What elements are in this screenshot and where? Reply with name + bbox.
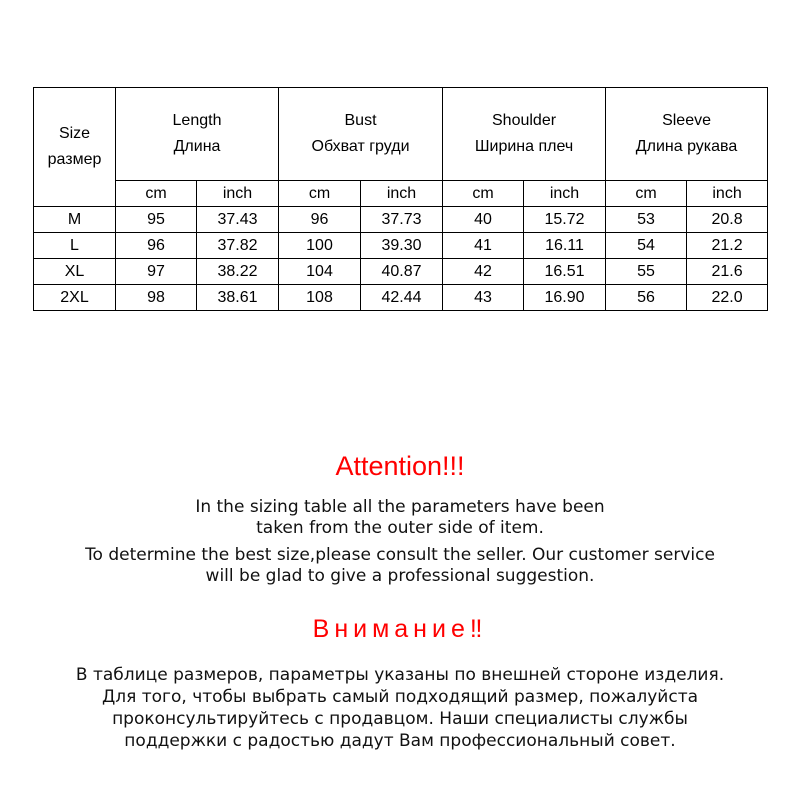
unit-row xyxy=(34,181,768,207)
vnimanie-line-2: Для того, чтобы выбрать самый подходящий размер, пожалуйста xyxy=(101,687,699,707)
sleeve-header-en: Sleeve xyxy=(662,112,711,129)
size-header-en: Size xyxy=(58,125,91,142)
value-cell: 54 xyxy=(606,233,687,259)
length-header-en: Length xyxy=(172,112,222,129)
size-table xyxy=(33,87,768,311)
bust-header-en: Bust xyxy=(344,112,377,129)
unit-inch-cell: inch xyxy=(524,181,606,207)
value-cell: 98 xyxy=(116,285,197,311)
value-cell: 95 xyxy=(116,207,197,233)
value-cell: 97 xyxy=(116,259,197,285)
unit-inch-cell: inch xyxy=(197,181,279,207)
value-cell: 96 xyxy=(279,207,361,233)
table-row xyxy=(34,233,768,259)
value-cell: 96 xyxy=(116,233,197,259)
value-cell: 39.30 xyxy=(361,233,443,259)
value-cell: 100 xyxy=(279,233,361,259)
table-row xyxy=(34,259,768,285)
unit-cm-cell: cm xyxy=(279,181,361,207)
shoulder-header-ru: Ширина плеч xyxy=(474,138,574,155)
value-cell: 37.43 xyxy=(197,207,279,233)
value-cell: 15.72 xyxy=(524,207,606,233)
shoulder-header-en: Shoulder xyxy=(492,112,557,129)
unit-inch-cell: inch xyxy=(687,181,768,207)
attention-line-1: In the sizing table all the parameters have been xyxy=(195,497,605,517)
value-cell: 38.22 xyxy=(197,259,279,285)
sleeve-header-ru: Длина рукава xyxy=(635,138,738,155)
unit-cm-cell: cm xyxy=(443,181,524,207)
attention-line-3: To determine the best size,please consult the seller. Our customer service xyxy=(85,545,715,565)
size-cell: 2XL xyxy=(34,285,116,311)
value-cell: 55 xyxy=(606,259,687,285)
attention-line-2: taken from the outer side of item. xyxy=(256,518,544,538)
length-header-ru: Длина xyxy=(173,138,221,155)
unit-cm-cell: cm xyxy=(606,181,687,207)
size-header-ru: размер xyxy=(47,151,102,168)
size-cell: L xyxy=(34,233,116,259)
value-cell: 22.0 xyxy=(687,285,768,311)
size-cell: XL xyxy=(34,259,116,285)
vnimanie-line-3: проконсультируйтесь с продавцом. Наши специалисты службы xyxy=(112,709,688,729)
value-cell: 38.61 xyxy=(197,285,279,311)
size-cell: M xyxy=(34,207,116,233)
table-row xyxy=(34,285,768,311)
value-cell: 16.51 xyxy=(524,259,606,285)
value-cell: 40 xyxy=(443,207,524,233)
sleeve-header-cell xyxy=(606,88,768,181)
bust-header-ru: Обхват груди xyxy=(311,138,410,155)
attention-line-4: will be glad to give a professional suggestion. xyxy=(205,566,595,586)
table-row xyxy=(34,207,768,233)
value-cell: 53 xyxy=(606,207,687,233)
value-cell: 21.2 xyxy=(687,233,768,259)
value-cell: 43 xyxy=(443,285,524,311)
value-cell: 108 xyxy=(279,285,361,311)
value-cell: 42 xyxy=(443,259,524,285)
value-cell: 16.90 xyxy=(524,285,606,311)
value-cell: 104 xyxy=(279,259,361,285)
value-cell: 37.73 xyxy=(361,207,443,233)
attention-title: Attention!!! xyxy=(335,451,465,481)
value-cell: 41 xyxy=(443,233,524,259)
value-cell: 40.87 xyxy=(361,259,443,285)
unit-inch-cell: inch xyxy=(361,181,443,207)
vnimanie-line-4: поддержки с радостью дадут Вам профессиональный совет. xyxy=(124,731,676,751)
value-cell: 21.6 xyxy=(687,259,768,285)
length-header-cell xyxy=(116,88,279,181)
value-cell: 20.8 xyxy=(687,207,768,233)
value-cell: 56 xyxy=(606,285,687,311)
size-header-cell xyxy=(34,88,116,207)
unit-cm-cell: cm xyxy=(116,181,197,207)
vnimanie-line-1: В таблице размеров, параметры указаны по внешней стороне изделия. xyxy=(75,665,725,685)
shoulder-header-cell xyxy=(443,88,606,181)
bust-header-cell xyxy=(279,88,443,181)
table-header-row xyxy=(34,88,768,181)
value-cell: 16.11 xyxy=(524,233,606,259)
value-cell: 37.82 xyxy=(197,233,279,259)
value-cell: 42.44 xyxy=(361,285,443,311)
vnimanie-text xyxy=(0,664,800,752)
vnimanie-title: Внимание‼ xyxy=(312,615,488,643)
